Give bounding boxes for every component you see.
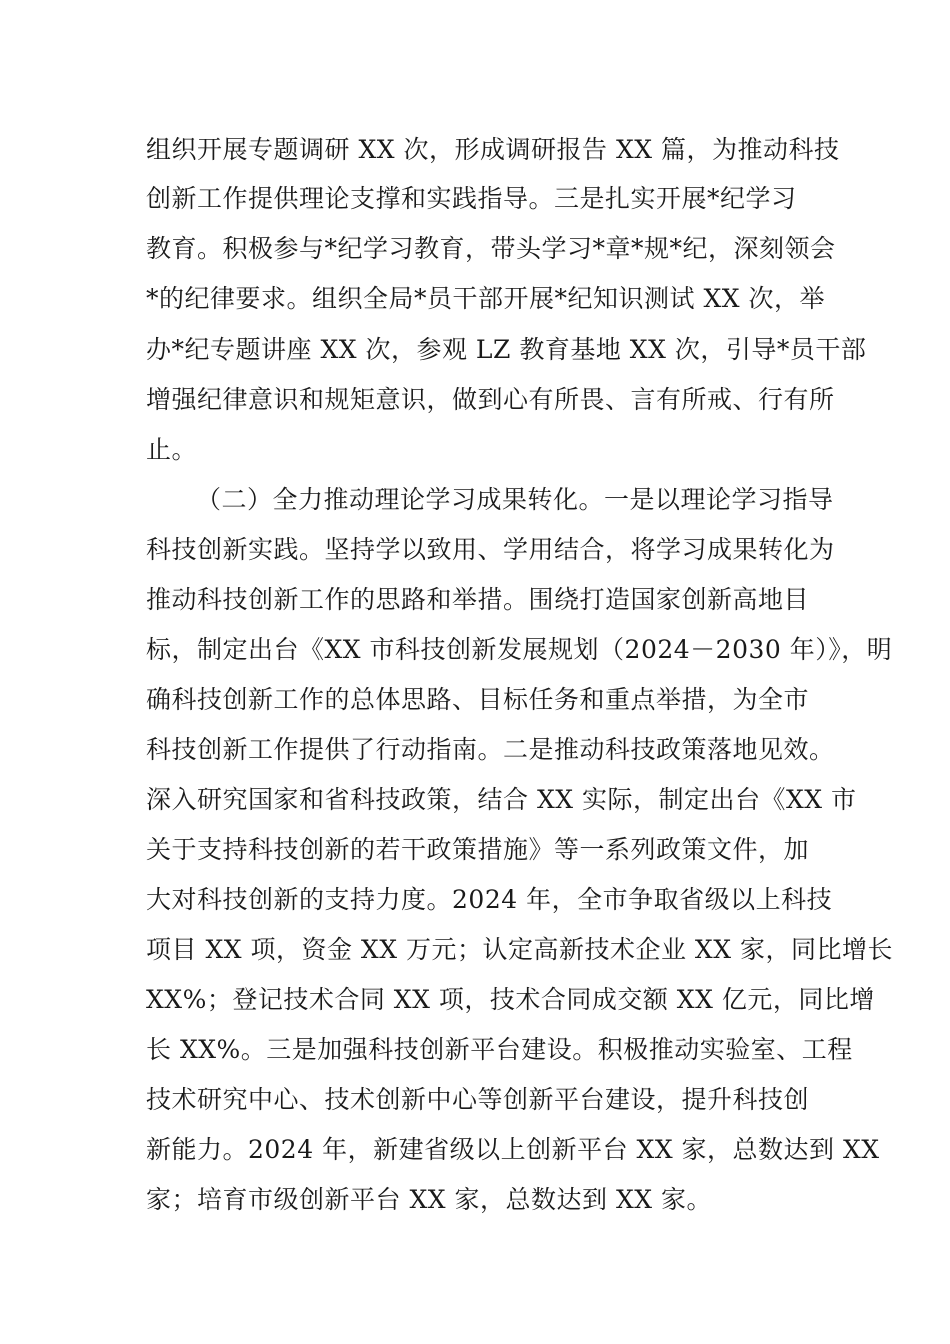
text-line-1: 组织开展专题调研 XX 次，形成调研报告 XX 篇，为推动科技 (146, 135, 840, 164)
text-line-14: 深入研究国家和省科技政策，结合 XX 实际，制定出台《XX 市 (146, 785, 857, 814)
text-line-16: 大对科技创新的支持力度。2024 年，全市争取省级以上科技 (146, 885, 833, 914)
text-line-19: 长 XX%。三是加强科技创新平台建设。积极推动实验室、工程 (146, 1035, 853, 1064)
text-line-13: 科技创新工作提供了行动指南。二是推动科技政策落地见效。 (146, 735, 835, 764)
text-line-15: 关于支持科技创新的若干政策措施》等一系列政策文件，加 (146, 835, 810, 864)
text-line-20: 技术研究中心、技术创新中心等创新平台建设，提升科技创 (146, 1085, 810, 1114)
text-line-7: 止。 (146, 435, 198, 464)
text-line-17: 项目 XX 项，资金 XX 万元；认定高新技术企业 XX 家，同比增长 (146, 935, 893, 964)
text-line-2: 创新工作提供理论支撑和实践指导。三是扎实开展*纪学习 (146, 184, 797, 213)
text-line-5: 办*纪专题讲座 XX 次，参观 LZ 教育基地 XX 次，引导*员干部 (146, 335, 867, 364)
section-heading-line: （二）全力推动理论学习成果转化。一是以理论学习指导 (196, 485, 834, 514)
text-line-11: 标，制定出台《XX 市科技创新发展规划（2024－2030 年）》，明 (146, 635, 893, 664)
text-line-6: 增强纪律意识和规矩意识，做到心有所畏、言有所戒、行有所 (146, 385, 835, 414)
text-line-3: 教育。积极参与*纪学习教育，带头学习*章*规*纪，深刻领会 (146, 234, 836, 263)
text-line-10: 推动科技创新工作的思路和举措。围绕打造国家创新高地目 (146, 585, 810, 614)
text-line-12: 确科技创新工作的总体思路、目标任务和重点举措，为全市 (146, 685, 810, 714)
text-line-4: *的纪律要求。组织全局*员干部开展*纪知识测试 XX 次，举 (146, 284, 825, 313)
text-line-21: 新能力。2024 年，新建省级以上创新平台 XX 家，总数达到 XX (146, 1135, 880, 1164)
text-line-9: 科技创新实践。坚持学以致用、学用结合，将学习成果转化为 (146, 535, 835, 564)
text-line-18: XX%；登记技术合同 XX 项，技术合同成交额 XX 亿元，同比增 (146, 985, 875, 1014)
text-line-22: 家；培育市级创新平台 XX 家，总数达到 XX 家。 (146, 1185, 712, 1214)
